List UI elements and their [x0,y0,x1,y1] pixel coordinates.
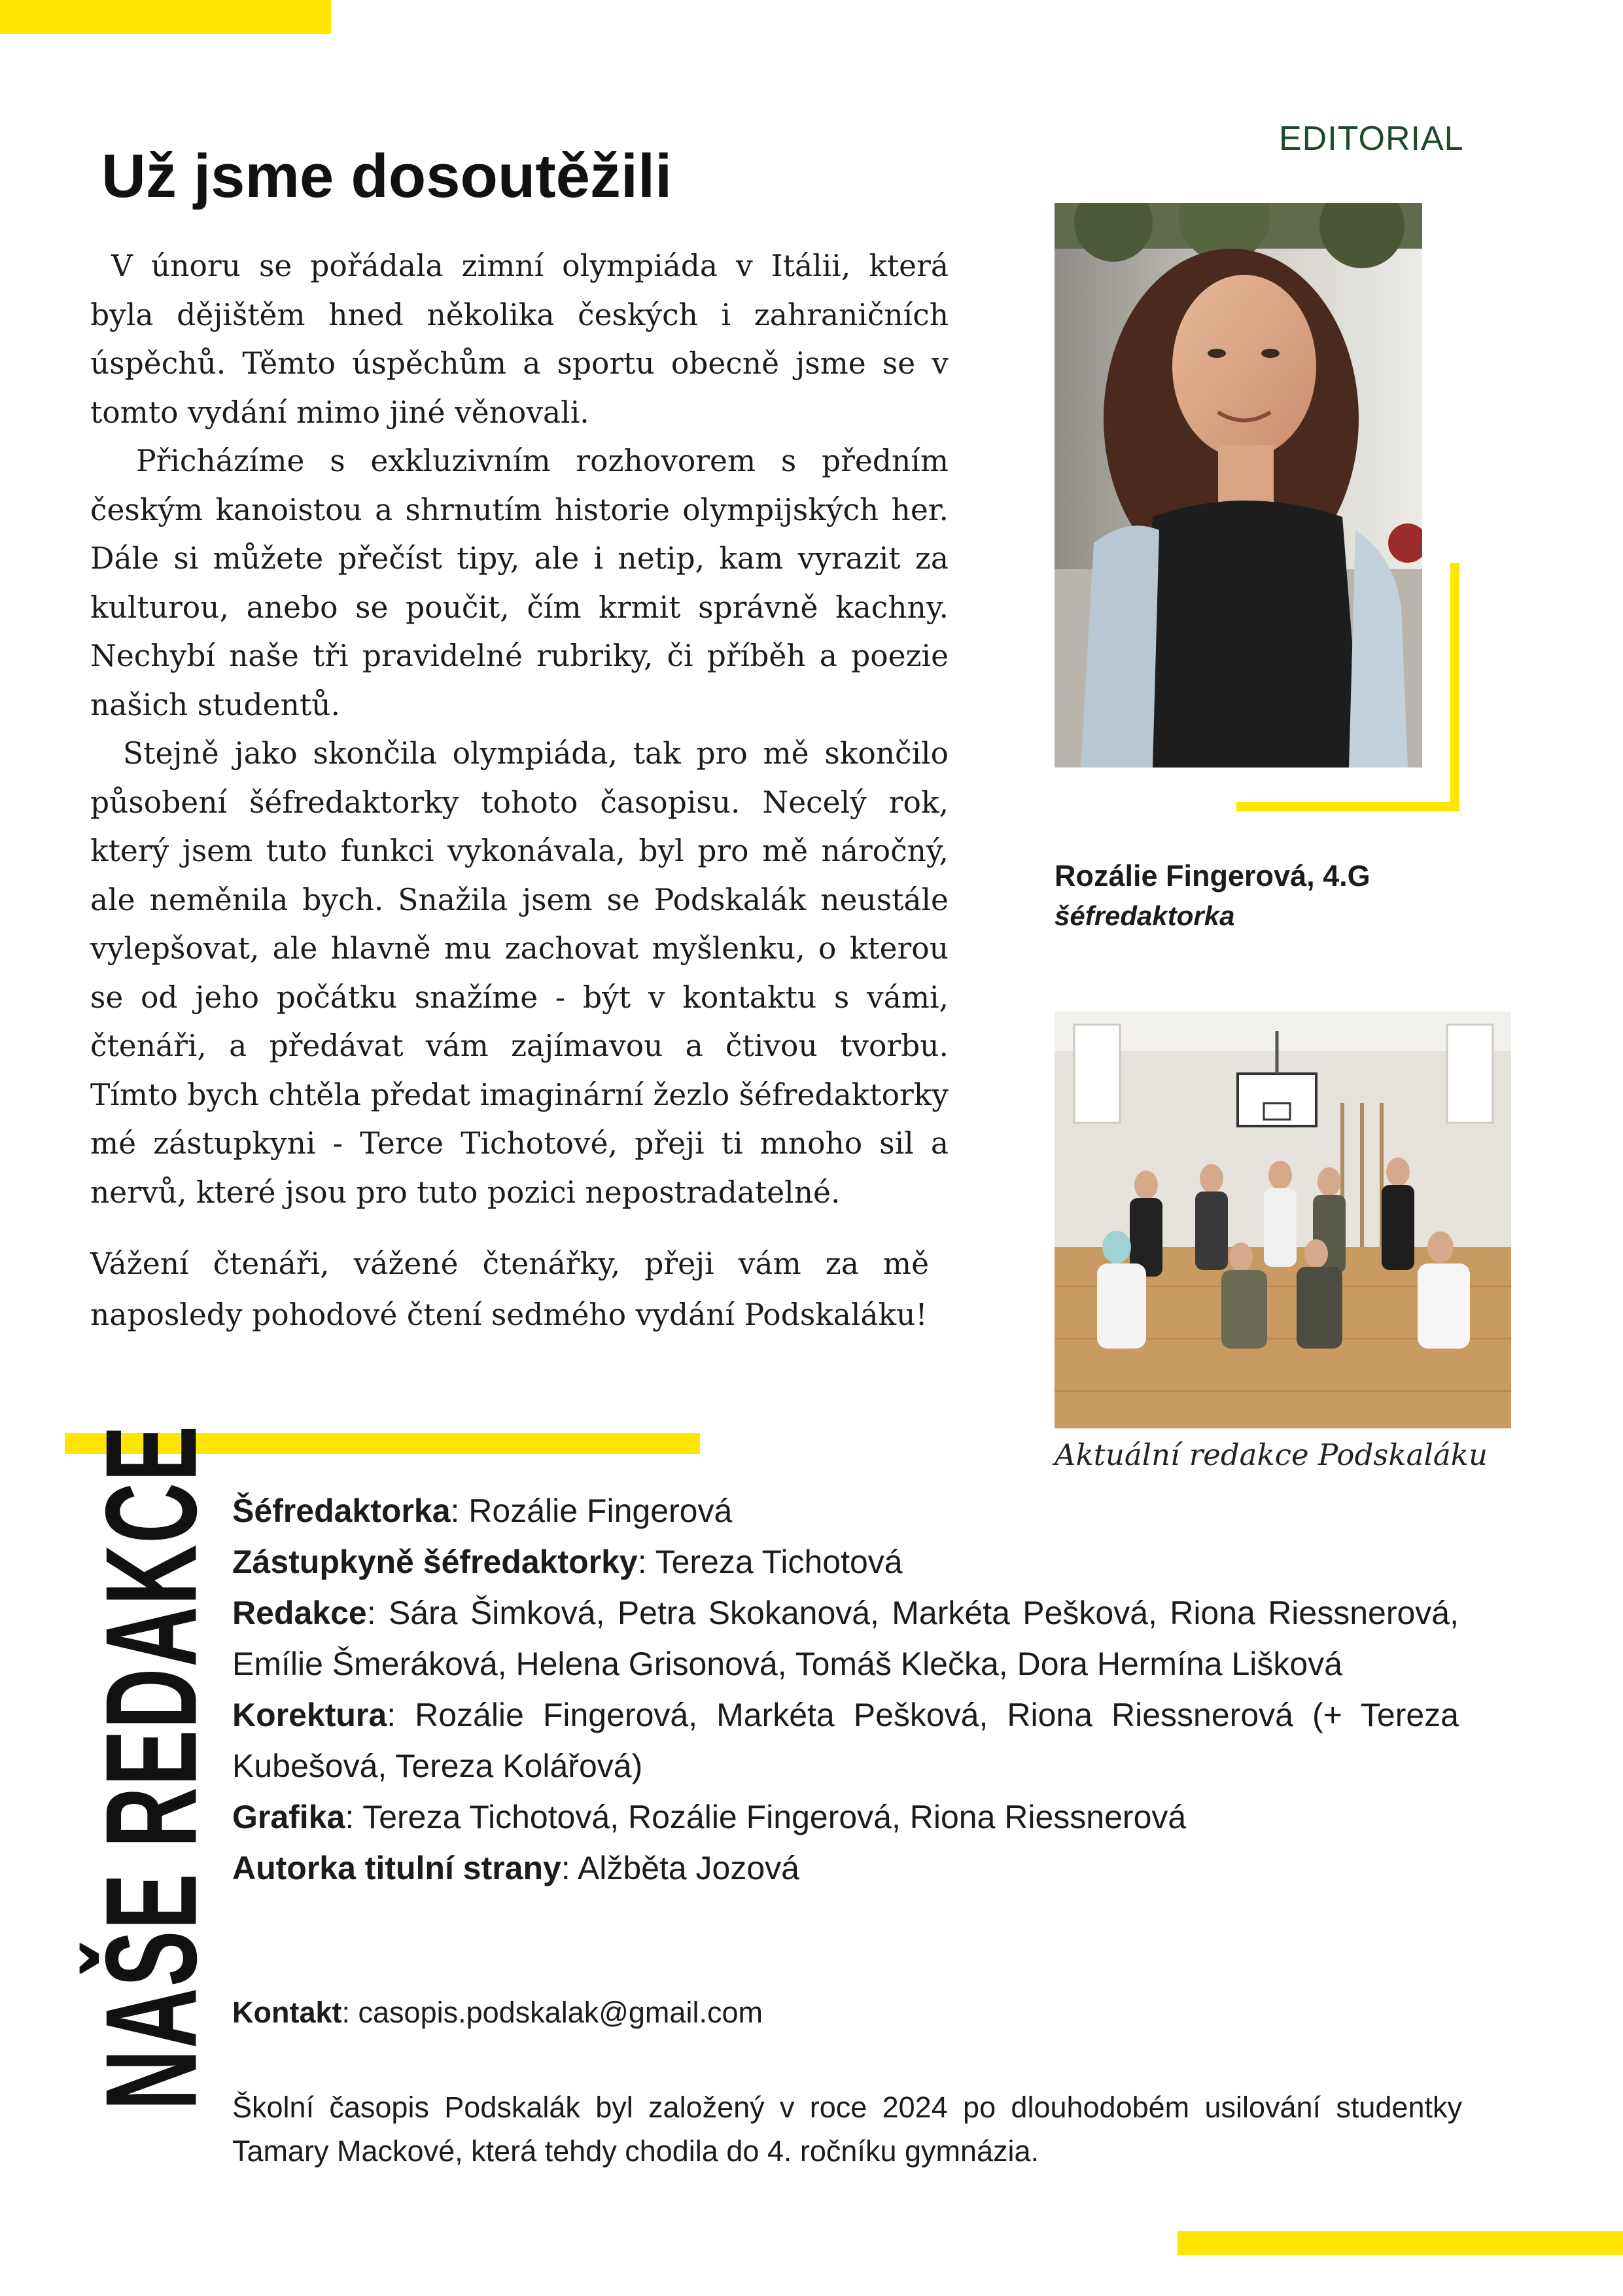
staff-names: Tereza Tichotová, Rozálie Fingerová, Riona Riessnerová [362,1799,1187,1835]
staff-row: Šéfredaktorka: Rozálie Fingerová [232,1492,733,1529]
portrait-image [1055,203,1422,768]
portrait-photo [1055,203,1422,768]
staff-row: Redakce: Sára Šimková, Petra Skokanová, Markéta Pešková, Riona Riessnerová, Emílie Šmeráková, Helena Grisonová, Tomáš Klečka, Dora Hermína Lišková [232,1595,1459,1682]
staff-row: Zástupkyně šéfredaktorky: Tereza Tichotová [232,1544,903,1580]
team-photo [1055,1012,1511,1428]
editorial-body [90,242,949,1217]
staff-role-label: Korektura [232,1697,387,1733]
portrait-frame-accent-horizontal [1236,802,1459,811]
staff-names: Rozálie Fingerová [468,1492,733,1529]
portrait-role: šéfredaktorka [1055,900,1235,931]
contact-label: Kontakt [232,1996,342,2029]
headline: Už jsme dosoutěžili [101,141,672,210]
editorial-paragraph: Stejně jako skončila olympiáda, tak pro mě skončilo působení šéfredaktorky tohoto časopisu. Necelý rok, který jsem tuto funkci vykonávala, byl pro mě náročný, ale neměnila bych. Snažila jsem se Podskalák neustále vylepšovat, ale hlavně mu zachovat myšlenku, o kterou se od jeho počátku snažíme - být v kontaktu s vámi, čtenáři, a předávat vám zajímavou a čtivou tvorbu. Tímto bych chtěla předat imaginární žezlo šéfredaktorky mé zástupkyni - Terce Tichotové, přeji ti mnoho sil a nervů, které jsou pro tuto pozici nepostradatelné. [90,736,949,1210]
staff-names: Tereza Tichotová [655,1544,903,1580]
portrait-frame-accent-vertical [1450,563,1459,811]
staff-list [232,1485,1459,1894]
contact-email-link[interactable]: casopis.podskalak@gmail.com [358,1996,763,2029]
staff-row: Korektura: Rozálie Fingerová, Markéta Pešková, Riona Riessnerová (+ Tereza Kubešová, Tereza Kolářová) [232,1697,1459,1784]
staff-row: Grafika: Tereza Tichotová, Rozálie Fingerová, Riona Riessnerová [232,1799,1187,1835]
staff-names: Rozálie Fingerová, Markéta Pešková, Riona Riessnerová (+ Tereza Kubešová, Tereza Kolářová) [232,1697,1459,1784]
staff-names: Alžběta Jozová [577,1850,799,1886]
staff-role-label: Redakce [232,1595,367,1631]
about-magazine: Školní časopis Podskalák byl založený v roce 2024 po dlouhodobém usilování studentky Tamary Mackové, která tehdy chodila do 4. ročníku gymnázia. [232,2091,1462,2168]
closing-paragraph: Vážení čtenáři, vážené čtenářky, přeji vám za mě naposledy pohodové čtení sedmého vydání Podskaláku! [90,1246,929,1332]
staff-row: Autorka titulní strany: Alžběta Jozová [232,1850,799,1886]
contact-line: Kontakt: casopis.podskalak@gmail.com [232,1996,763,2029]
portrait-name: Rozálie Fingerová, 4.G [1055,859,1370,892]
section-label: EDITORIAL [1279,120,1464,158]
team-image [1055,1012,1511,1428]
accent-bar-top-left [0,0,331,34]
editorial-paragraph: V únoru se pořádala zimní olympiáda v Itálii, která byla dějištěm hned několika českých i zahraničních úspěchů. Těmto úspěchům a sportu obecně jsme se v tomto vydání mimo jiné věnovali. [90,249,949,430]
team-photo-caption: Aktuální redakce Podskaláku [1055,1438,1488,1472]
editorial-paragraph: Přicházíme s exkluzivním rozhovorem s předním českým kanoistou a shrnutím historie olympijských her. Dále si můžete přečíst tipy, ale i netip, kam vyrazit za kulturou, anebo se poučit, čím krmit správně kachny. Nechybí naše tři pravidelné rubriky, či příběh a poezie našich studentů. [90,444,949,722]
accent-bar-bottom-right [1178,2231,1623,2255]
staff-role-label: Zástupkyně šéfredaktorky [232,1544,638,1580]
staff-role-label: Šéfredaktorka [232,1492,451,1529]
staff-role-label: Autorka titulní strany [232,1850,561,1886]
staff-heading: NAŠE REDAKCE [79,1424,224,2110]
staff-role-label: Grafika [232,1799,345,1835]
staff-names: Sára Šimková, Petra Skokanová, Markéta Pešková, Riona Riessnerová, Emílie Šmeráková, Helena Grisonová, Tomáš Klečka, Dora Hermína Lišková [232,1595,1459,1682]
